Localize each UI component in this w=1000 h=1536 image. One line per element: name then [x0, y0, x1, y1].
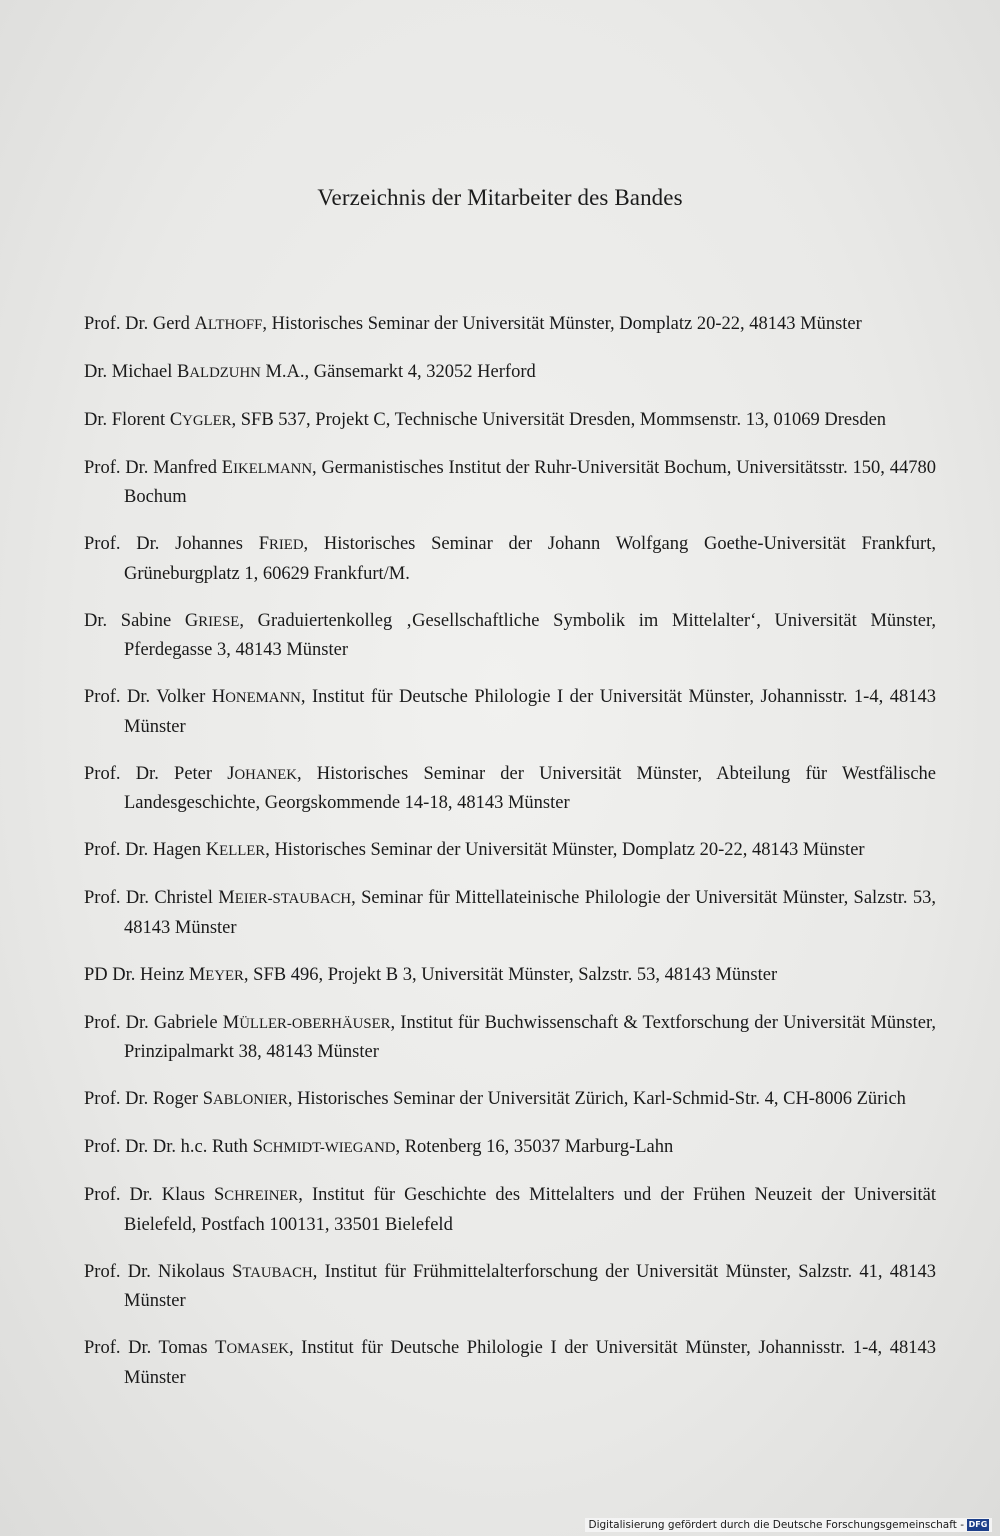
contributor-title-firstname: Prof. Dr. Dr. h.c. Ruth	[84, 1137, 253, 1157]
contributor-title-firstname: Dr. Sabine	[84, 610, 185, 631]
contributor-affiliation: , SFB 496, Projekt B 3, Universität Münster, Salzstr. 53, 48143 Münster	[243, 964, 778, 985]
contributor-surname: STAUBACH	[232, 1261, 313, 1282]
contributor-entry	[84, 1334, 936, 1392]
contributor-title-firstname: PD Dr. Heinz	[84, 964, 189, 985]
contributor-entry	[84, 836, 936, 866]
contributor-affiliation: , Historisches Seminar der Universität Münster, Domplatz 20-22, 48143 Münster	[265, 840, 865, 860]
contributor-affiliation: , Institut für Geschichte des Mittelalters und der Frühen Neuzeit der Universität Bielefeld, Postfach 100131, 33501 Bielefeld	[124, 1185, 936, 1235]
contributor-affiliation: , Rotenberg 16, 35037 Marburg-Lahn	[395, 1137, 674, 1157]
contributor-entry	[84, 406, 936, 436]
contributor-entry	[84, 1258, 936, 1316]
contributor-entry	[84, 607, 936, 665]
contributor-entry	[84, 358, 936, 388]
contributor-title-firstname: Dr. Florent	[84, 409, 170, 430]
contributor-surname: MEIER-STAUBACH	[218, 888, 352, 908]
contributor-entry	[84, 530, 936, 588]
contributor-affiliation: , Institut für Frühmittelalterforschung der Universität Münster, Salzstr. 41, 48143 Münster	[124, 1261, 936, 1311]
contributor-title-firstname: Prof. Dr. Hagen	[84, 840, 206, 860]
contributor-entry	[84, 1085, 936, 1115]
contributor-surname: TOMASEK	[215, 1338, 289, 1358]
contributor-entry	[84, 683, 936, 741]
contributor-surname: MEYER	[188, 964, 244, 985]
contributor-list	[84, 291, 936, 1399]
contributor-surname: SCHREINER	[214, 1185, 299, 1205]
contributor-title-firstname: Prof. Dr. Volker	[84, 687, 212, 707]
contributor-title-firstname: Prof. Dr. Nikolaus	[84, 1261, 233, 1282]
contributor-affiliation: , Historisches Seminar der Johann Wolfgang Goethe-Universität Frankfurt, Grüneburgplatz 1, 60629 Frankfurt/M.	[124, 534, 936, 584]
contributor-surname: KELLER	[205, 840, 266, 860]
contributor-title-firstname: Prof. Dr. Johannes	[84, 534, 259, 554]
contributor-affiliation: M.A., Gänsemarkt 4, 32052 Herford	[260, 361, 536, 382]
contributor-affiliation: , SFB 537, Projekt C, Technische Universität Dresden, Mommsenstr. 13, 01069 Dresden	[231, 409, 887, 430]
contributor-title-firstname: Prof. Dr. Gerd	[84, 313, 195, 334]
contributor-entry	[84, 1009, 936, 1067]
contributor-entry	[84, 961, 936, 991]
contributor-affiliation: , Historisches Seminar der Universität Zürich, Karl-Schmid-Str. 4, CH-8006 Zürich	[287, 1089, 906, 1109]
contributor-title-firstname: Prof. Dr. Peter	[84, 763, 228, 784]
contributor-affiliation: , Seminar für Mittellateinische Philologie der Universität Münster, Salzstr. 53, 48143 Münster	[124, 888, 936, 938]
contributor-affiliation: , Institut für Deutsche Philologie I der Universität Münster, Johannisstr. 1-4, 48143 Münster	[124, 1338, 936, 1388]
contributor-affiliation: , Germanistisches Institut der Ruhr-Universität Bochum, Universitätsstr. 150, 44780 Bochum	[124, 457, 936, 507]
contributor-surname: GRIESE	[184, 610, 240, 631]
contributor-title-firstname: Prof. Dr. Tomas	[84, 1338, 216, 1358]
contributor-surname: HONEMANN	[211, 687, 301, 707]
contributor-surname: JOHANEK	[227, 763, 297, 784]
digitization-credit	[585, 1518, 992, 1532]
contributor-surname: BALDZUHN	[177, 361, 261, 382]
contributor-surname: FRIED	[258, 534, 304, 554]
contributor-title-firstname: Prof. Dr. Gabriele	[84, 1012, 223, 1033]
contributor-entry	[84, 1181, 936, 1239]
contributor-surname: SCHMIDT-WIEGAND	[252, 1137, 396, 1157]
contributor-surname: MÜLLER-OBERHÄUSER	[222, 1012, 391, 1033]
contributor-entry	[84, 884, 936, 942]
contributor-affiliation: , Institut für Deutsche Philologie I der Universität Münster, Johannisstr. 1-4, 48143 Münster	[124, 687, 936, 737]
dfg-logo-icon: DFG	[968, 1520, 988, 1529]
contributor-affiliation: , Institut für Buchwissenschaft & Textforschung der Universität Münster, Prinzipalmarkt 38, 48143 Münster	[124, 1012, 936, 1062]
digitization-credit-text: Digitalisierung gefördert durch die Deutsche Forschungsgemeinschaft -	[588, 1519, 964, 1531]
contributor-title-firstname: Prof. Dr. Klaus	[84, 1185, 214, 1205]
contributor-surname: EIKELMANN	[221, 457, 312, 478]
contributor-title-firstname: Dr. Michael	[84, 361, 177, 382]
contributor-affiliation: , Graduiertenkolleg ‚Gesellschaftliche Symbolik im Mittelalter‘, Universität Münster, Pferdegasse 3, 48143 Münster	[124, 610, 936, 660]
page-title: Verzeichnis der Mitarbeiter des Bandes	[317, 185, 683, 210]
contributor-entry	[84, 1133, 936, 1163]
contributor-entry	[84, 760, 936, 818]
contributor-affiliation: , Historisches Seminar der Universität Münster, Domplatz 20-22, 48143 Münster	[262, 313, 862, 334]
contributor-entry	[84, 454, 936, 512]
contributor-surname: SABLONIER	[202, 1089, 288, 1109]
contributor-entry	[84, 310, 936, 340]
contributor-affiliation: , Historisches Seminar der Universität Münster, Abteilung für Westfälische Landesgeschichte, Georgskommende 14-18, 48143 Münster	[124, 763, 936, 813]
contributor-title-firstname: Prof. Dr. Roger	[84, 1089, 203, 1109]
contributor-title-firstname: Prof. Dr. Manfred	[84, 457, 222, 478]
contributor-surname: ALTHOFF	[194, 313, 263, 334]
contributor-title-firstname: Prof. Dr. Christel	[84, 888, 219, 908]
contributor-surname: CYGLER	[169, 409, 232, 430]
